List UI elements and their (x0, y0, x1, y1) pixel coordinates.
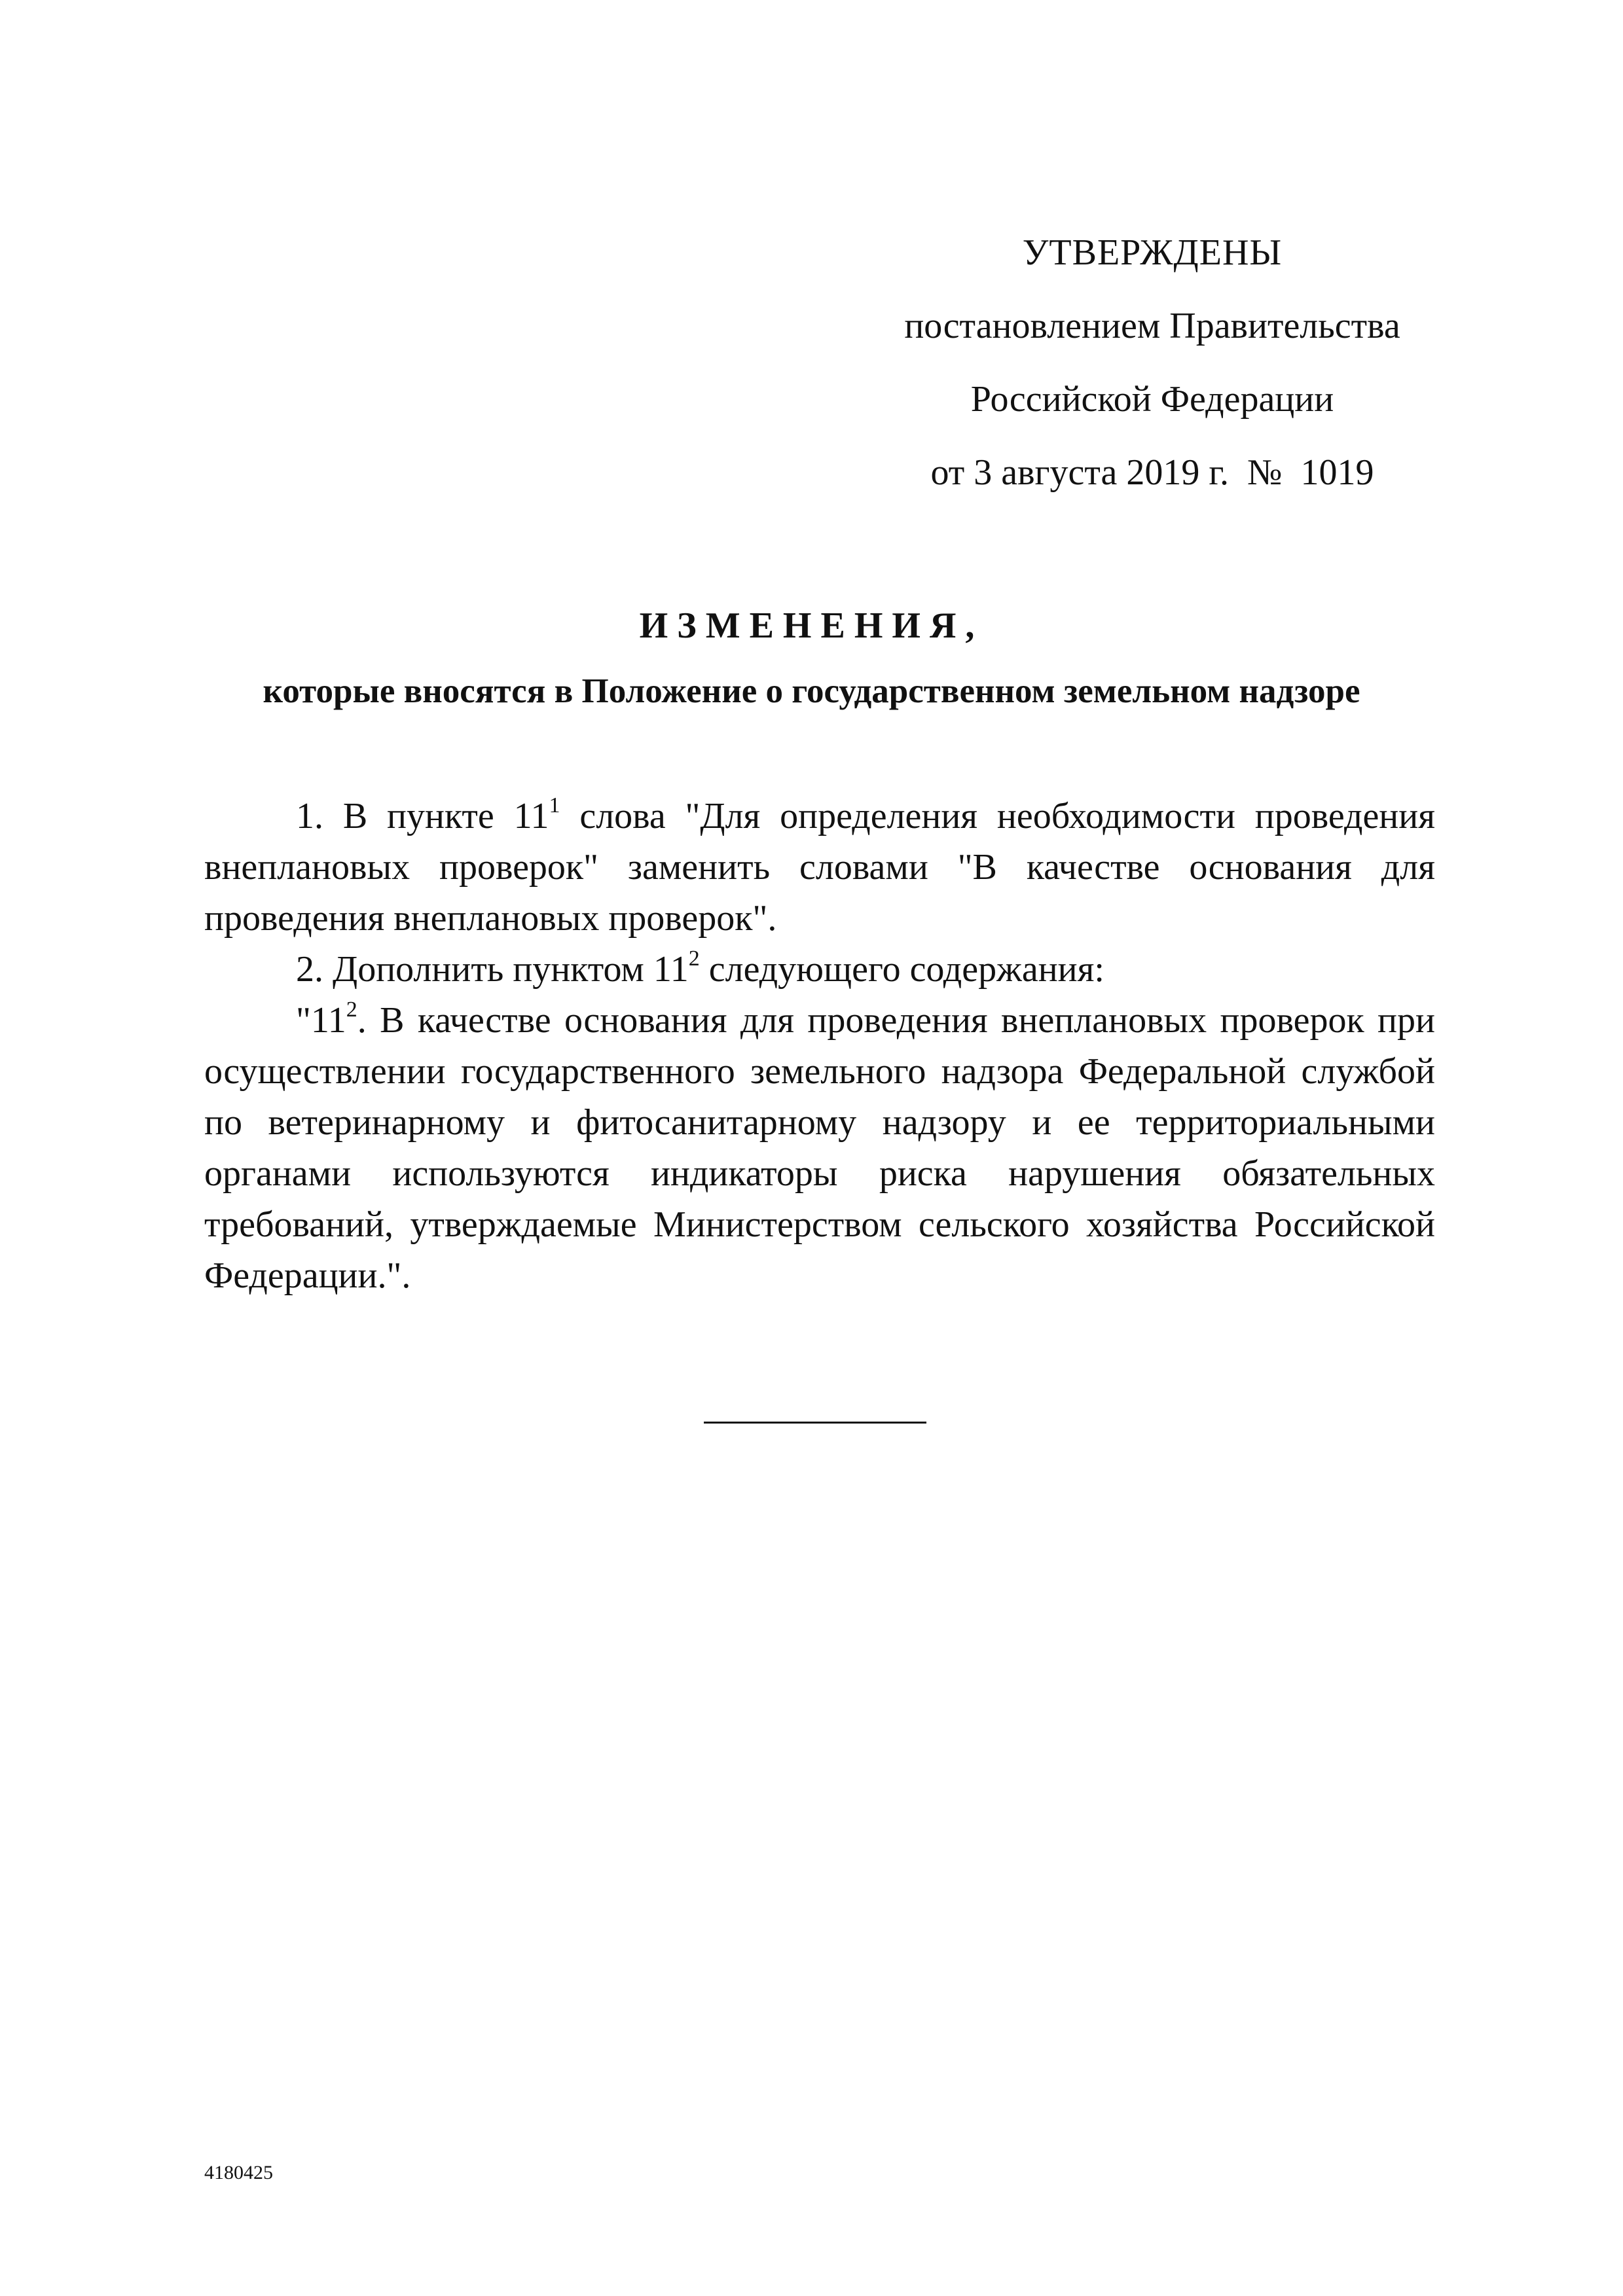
document-code: 4180425 (204, 2162, 273, 2183)
closing-separator-line (704, 1422, 926, 1424)
approval-number: 1019 (1300, 452, 1374, 493)
document-title: ИЗМЕНЕНИЯ, (639, 605, 984, 646)
approval-block (877, 216, 1427, 509)
approval-line-1: постановлением Правительства (904, 306, 1400, 346)
document-body (204, 791, 1435, 1301)
paragraph-1-text: слова "Для определения необходимости проведения внеплановых проверок" заменить словами "В качестве основания для проведения внеплановых проверок". (204, 796, 1435, 939)
approval-date: от 3 августа 2019 г. (930, 452, 1230, 493)
paragraph-2-text: следующего содержания: (699, 949, 1104, 990)
paragraph-3-lead: "11 (296, 1000, 346, 1041)
paragraph-1 (204, 791, 1435, 944)
paragraph-2 (204, 944, 1435, 995)
approval-number-sign: № (1247, 452, 1283, 493)
paragraph-2-lead: 2. Дополнить пунктом 11 (296, 949, 689, 990)
paragraph-3 (204, 995, 1435, 1301)
paragraph-3-text: . В качестве основания для проведения внеплановых проверок при осуществлении государственного земельного надзора Федеральной службой по ветеринарному и фитосанитарному надзору и ее территориальными органами используются индикаторы риска нарушения обязательных требований, утверждаемые Министерством сельского хозяйства Российской Федерации.". (204, 1000, 1435, 1296)
paragraph-1-superscript: 1 (549, 793, 560, 818)
approval-line-2: Российской Федерации (970, 379, 1334, 420)
paragraph-2-superscript: 2 (688, 946, 700, 971)
paragraph-3-superscript: 2 (346, 997, 357, 1022)
document-subtitle: которые вносятся в Положение о государственном земельном надзоре (263, 672, 1360, 710)
approval-title: УТВЕРЖДЕНЫ (1022, 232, 1283, 273)
paragraph-1-lead: 1. В пункте 11 (296, 796, 549, 836)
approval-date-line (877, 436, 1427, 509)
